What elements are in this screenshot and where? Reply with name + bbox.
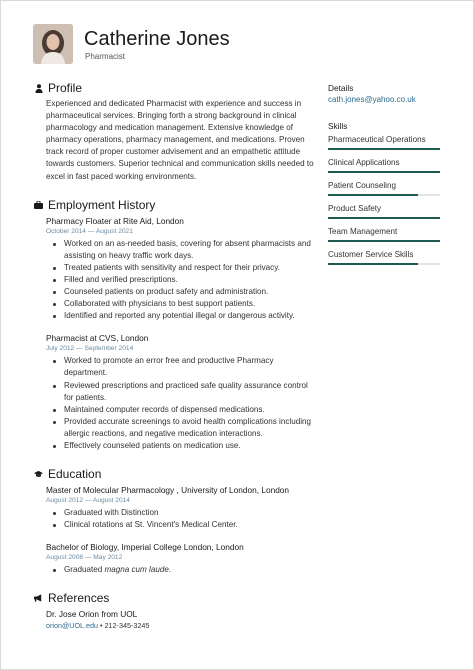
graduation-cap-icon [34,470,43,479]
degree-dates: August 2012 — August 2014 [46,497,130,505]
job-bullet: Provided accurate screenings to avoid health complications including allergic reactions, and negative medication interactions. [64,416,315,440]
sidebar-column [328,82,440,272]
reference-phone: 212-345-3245 [104,621,150,631]
skill-item [328,180,440,196]
skill-label: Product Safety [328,204,382,213]
skill-label: Clinical Applications [328,158,400,167]
skill-bar [328,194,440,196]
degree-dates: August 2008 — May 2012 [46,554,123,562]
skill-level-fill [328,217,440,219]
job-entry [46,332,315,452]
skills-list [328,134,440,265]
skill-level-fill [328,263,418,265]
job-bullet: Reviewed prescriptions and practiced safe quality assurance control for patients. [64,380,315,404]
job-bullet: Maintained computer records of dispensed medications. [64,404,315,416]
skill-item [328,226,440,242]
degree-bullet-prefix: Graduated [64,565,105,575]
skill-bar [328,217,440,219]
avatar [33,24,73,64]
profile-text: Experienced and dedicated Pharmacist with experience and success in pharmaceutical services. Bringing forth a strong background in clinical pharmacology and medication management. Extensive knowledge of pharmacy operations, pharmacy management, and medications. Proven track record of proper customer advisement and an empathetic attitude towards customers. Superior technical and communication skills needed to excel in fast paced working environments. [46,99,314,181]
education-heading: Education [48,467,102,482]
briefcase-icon [34,200,43,209]
skill-item [328,203,440,219]
education-section [33,466,315,576]
main-column [33,80,315,641]
skill-label: Team Management [328,227,398,236]
skill-level-fill [328,148,440,150]
employment-section [33,197,315,452]
job-bullet: Worked on an as-needed basis, covering for absent pharmacists and assisting on heavy traffic work days. [64,238,315,262]
education-entry [46,484,315,531]
job-entry [46,215,315,323]
reference-separator: • [98,621,105,631]
job-title: Pharmacist at CVS, London [46,333,149,344]
job-title: Pharmacy Floater at Rite Aid, London [46,215,184,226]
skill-bar [328,171,440,173]
degree-title: Master of Molecular Pharmacology , University of London, London [46,485,290,496]
skill-label: Patient Counseling [328,181,396,190]
job-bullet: Effectively counseled patients on medication use. [64,440,315,452]
person-icon [34,84,43,93]
job-bullet: Collaborated with physicians to best support patients. [64,298,315,310]
degree-bullet: Clinical rotations at St. Vincent's Medical Center. [64,519,315,531]
skill-item [328,249,440,265]
job-dates: July 2012 — September 2014 [46,345,134,353]
megaphone-icon [34,594,43,603]
degree-bullet-suffix: . [168,565,172,575]
job-bullet: Identified and reported any potential illegal or dangerous activity. [64,310,315,322]
reference-name: Dr. Jose Orion from UOL [46,609,138,620]
references-heading: References [48,591,110,606]
job-bullet: Filled and verified prescriptions. [64,274,315,286]
skill-level-fill [328,240,440,242]
avatar-photo [33,24,73,64]
skill-item [328,134,440,150]
skill-bar [328,240,440,242]
job-bullet: Treated patients with sensitivity and respect for their privacy. [64,262,315,274]
skill-bar [328,148,440,150]
education-entry [46,541,315,576]
details-heading: Details [328,83,354,93]
skill-label: Customer Service Skills [328,250,414,259]
reference-email-link[interactable]: orion@UOL.edu [46,621,99,631]
job-bullet: Worked to promote an error free and productive Pharmacy department. [64,355,315,379]
job-bullet: Counseled patients on product safety and administration. [64,286,315,298]
references-section [33,590,315,631]
degree-bullet [64,564,315,576]
skill-bar [328,263,440,265]
candidate-name: Catherine Jones [84,28,230,50]
skill-label: Pharmaceutical Operations [328,135,426,144]
degree-bullet: Graduated with Distinction [64,507,315,519]
degree-bullet-honors: magna cum laude [104,565,169,575]
skill-item [328,157,440,173]
candidate-title: Pharmacist [85,52,126,61]
profile-heading: Profile [48,81,83,95]
profile-section [33,80,315,183]
employment-heading: Employment History [48,197,156,212]
reference-contact [46,620,315,631]
job-dates: October 2014 — August 2021 [46,227,133,235]
details-email-link[interactable]: cath.jones@yahoo.co.uk [328,95,416,104]
skill-level-fill [328,171,440,173]
degree-title: Bachelor of Biology, Imperial College London, London [46,542,244,553]
skills-heading: Skills [328,121,348,131]
skill-level-fill [328,194,418,196]
